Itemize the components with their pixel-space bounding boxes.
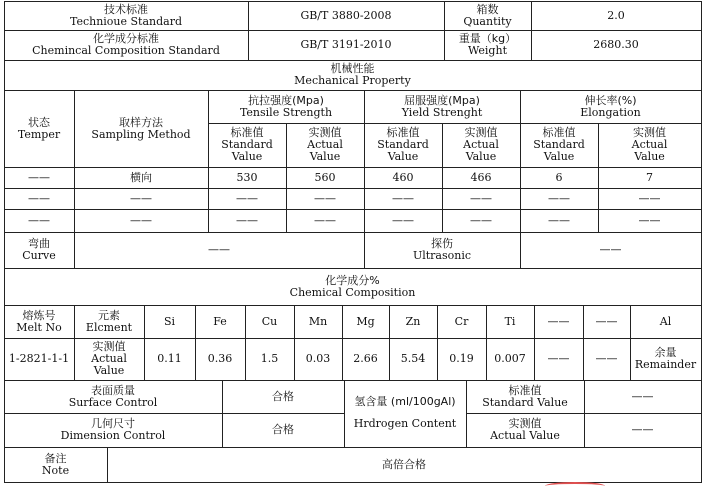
sampling-header (74, 90, 208, 167)
yield-header-en: Yield Strenght (401, 105, 483, 119)
yield-actual-header-en1: Actual (463, 138, 499, 151)
value-al (630, 338, 701, 380)
element-mn: Mn (308, 314, 328, 328)
mech-row-1-elong-act: 7 (646, 170, 653, 184)
element-fe: Fe (213, 314, 227, 328)
value-si: 0.11 (157, 352, 182, 365)
mech-row-3-sampling: —— (130, 213, 152, 227)
value-mn: 0.03 (305, 352, 331, 365)
tensile-standard-header-cn: 标准值 (230, 126, 264, 139)
note-label-cn: 备注 (44, 451, 67, 465)
actual-value-header-en1: Actual (91, 352, 127, 365)
tech-standard-label-cn: 技术标准 (104, 2, 148, 16)
yield-actual-header (442, 123, 520, 167)
melt-no-value: 1-2821-1-1 (8, 352, 70, 365)
elongation-header-en: Elongation (580, 105, 641, 119)
ultrasonic-label-cn: 探伤 (431, 237, 453, 250)
elongation-standard-header-cn: 标准值 (542, 126, 576, 139)
mech-row-3-elong-std: —— (548, 213, 570, 227)
hydrogen-standard-label (466, 380, 584, 413)
weight-label (444, 30, 531, 60)
sampling-header-en: Sampling Method (91, 127, 191, 141)
yield-actual-header-cn: 实测值 (464, 126, 498, 139)
remainder-en: Remainder (634, 358, 697, 371)
quantity-label-cn: 箱数 (476, 2, 499, 16)
mech-row-1-yield-std: 460 (392, 170, 414, 184)
value-blank-2: —— (595, 352, 618, 365)
weight-label-en: Weight (468, 44, 507, 57)
melt-no-header-en: Melt No (16, 320, 62, 334)
dimension-label-cn: 几何尺寸 (91, 417, 135, 430)
mech-row-2-yield-act: —— (470, 191, 492, 205)
weight-label-cn: 重量（kg） (458, 32, 517, 45)
tensile-actual-header-en1: Actual (307, 138, 343, 151)
mech-row-2-elong-act: —— (638, 191, 661, 205)
tensile-standard-header-en1: Standard (221, 138, 273, 151)
melt-no-header (4, 305, 74, 338)
red-stamp-edge (545, 482, 605, 490)
chem-standard-label (4, 30, 248, 60)
curve-label-en: Curve (22, 249, 56, 262)
temper-header-cn: 状态 (28, 115, 50, 129)
chemical-title-cn: 化学成分% (325, 273, 380, 287)
tensile-header-en: Tensile Strength (239, 105, 333, 119)
mech-row-3-elong-act: —— (638, 213, 661, 227)
mech-row-2-tensile-act: —— (314, 191, 336, 205)
mech-row-3-temper: —— (28, 213, 50, 227)
tensile-actual-header (286, 123, 364, 167)
ultrasonic-value: —— (599, 243, 622, 256)
hydrogen-label-cn-text: 氢含量 (ml/100gAl) (354, 395, 456, 408)
value-fe: 0.36 (207, 352, 233, 365)
temper-header-en: Temper (17, 127, 61, 141)
curve-label (4, 232, 74, 268)
element-cr: Cr (454, 314, 469, 328)
yield-standard-header-en1: Standard (377, 138, 429, 151)
actual-value-header-cn: 实测值 (92, 340, 126, 353)
mech-row-1-temper: —— (28, 170, 50, 184)
mech-row-2-elong-std: —— (548, 191, 570, 205)
element-mg: Mg (356, 314, 375, 328)
temper-header (4, 90, 74, 167)
dimension-label (4, 413, 222, 447)
element-blank-2: —— (595, 314, 618, 328)
curve-label-cn: 弯曲 (28, 237, 50, 250)
element-header-cn: 元素 (98, 308, 120, 322)
yield-standard-header-en2: Value (387, 150, 419, 163)
mech-row-3-tensile-act: —— (314, 213, 336, 227)
hydrogen-label-en: Hrdrogen Content (353, 417, 457, 430)
hydrogen-actual-label (466, 413, 584, 447)
mechanical-title-cn: 机械性能 (330, 62, 375, 75)
tensile-standard-header (208, 123, 286, 167)
element-cu: Cu (261, 314, 278, 328)
elongation-standard-header-en1: Standard (533, 138, 585, 151)
tensile-header (208, 90, 364, 123)
chem-standard-label-en: Chemincal Composition Standard (32, 44, 220, 57)
tensile-actual-header-cn: 实测值 (308, 126, 342, 139)
actual-value-header (74, 338, 144, 380)
hydrogen-actual-value: —— (631, 423, 654, 436)
chem-standard-label-cn: 化学成分标准 (93, 32, 159, 45)
value-blank-1: —— (547, 352, 570, 365)
value-ti: 0.007 (494, 352, 526, 365)
element-si: Si (163, 314, 176, 328)
note-label-en: Note (41, 463, 70, 477)
quantity-label-en: Quantity (463, 14, 512, 28)
mechanical-title-en: Mechanical Property (294, 74, 411, 87)
tech-standard-label (4, 1, 248, 30)
tensile-standard-header-en2: Value (231, 150, 263, 163)
element-header (74, 305, 144, 338)
chemical-title (4, 268, 701, 305)
yield-header (364, 90, 520, 123)
yield-actual-header-en2: Value (465, 150, 497, 163)
elongation-header (520, 90, 701, 123)
surface-value: 合格 (272, 389, 294, 403)
elongation-standard-header-en2: Value (543, 150, 575, 163)
ultrasonic-label-en: Ultrasonic (412, 249, 472, 262)
value-cr: 0.19 (449, 352, 474, 365)
value-zn: 5.54 (400, 352, 426, 365)
value-cu: 1.5 (260, 352, 279, 365)
tensile-header-cn: 抗拉强度(Mpa) (248, 93, 324, 107)
elongation-actual-header-en1: Actual (631, 138, 668, 151)
mech-row-3-yield-std: —— (392, 213, 414, 227)
mech-row-1-tensile-std: 530 (236, 170, 258, 184)
hydrogen-standard-value: —— (631, 389, 654, 403)
tech-standard-value: GB/T 3880-2008 (300, 8, 392, 22)
mech-row-1-sampling: 横向 (130, 170, 152, 184)
yield-header-cn: 屈服强度(Mpa) (404, 93, 480, 107)
tensile-actual-header-en2: Value (309, 150, 341, 163)
mechanical-title (4, 60, 701, 90)
chem-standard-value: GB/T 3191-2010 (300, 38, 392, 51)
hydrogen-actual-label-cn: 实测值 (508, 417, 542, 430)
element-zn: Zn (405, 314, 421, 328)
mech-row-2-tensile-std: —— (236, 191, 258, 205)
mech-row-1-tensile-act: 560 (314, 170, 336, 184)
weight-value: 2680.30 (593, 38, 639, 51)
note-value: 高倍合格 (382, 457, 426, 471)
surface-label (4, 380, 222, 413)
hydrogen-standard-label-cn: 标准值 (508, 383, 542, 397)
mech-row-2-yield-std: —— (392, 191, 414, 205)
mech-row-2-sampling: —— (130, 191, 152, 205)
remainder-cn: 余量 (654, 346, 677, 359)
surface-label-cn: 表面质量 (91, 383, 135, 397)
ultrasonic-label (364, 232, 520, 268)
mech-row-2-temper: —— (28, 191, 50, 205)
tech-standard-label-en: Technioue Standard (69, 14, 183, 28)
quantity-label (444, 1, 531, 30)
elongation-actual-header-cn: 实测值 (633, 126, 666, 139)
elongation-standard-header (520, 123, 598, 167)
melt-no-header-cn: 熔炼号 (22, 308, 56, 322)
actual-value-header-en2: Value (93, 364, 125, 377)
note-label (4, 447, 107, 482)
curve-value: —— (208, 243, 230, 256)
elongation-actual-header-en2: Value (634, 150, 665, 163)
element-ti: Ti (504, 314, 516, 328)
hydrogen-actual-label-en: Actual Value (490, 429, 560, 442)
element-header-en: Elcment (85, 320, 133, 334)
dimension-label-en: Dimension Control (60, 429, 166, 442)
value-mg: 2.66 (353, 352, 378, 365)
elongation-header-cn: 伸长率(%) (584, 93, 637, 107)
surface-label-en: Surface Control (68, 395, 158, 409)
sampling-header-cn: 取样方法 (119, 115, 163, 129)
mech-row-1-elong-std: 6 (555, 170, 563, 184)
quantity-value: 2.0 (607, 8, 625, 22)
element-al: Al (659, 314, 672, 328)
element-blank-1: —— (547, 314, 570, 328)
mech-row-3-yield-act: —— (470, 213, 492, 227)
elongation-actual-header (598, 123, 701, 167)
mech-row-1-yield-act: 466 (470, 170, 492, 184)
yield-standard-header (364, 123, 442, 167)
dimension-value: 合格 (272, 423, 294, 436)
hydrogen-standard-label-en: Standard Value (482, 395, 568, 409)
chemical-title-en: Chemical Composition (289, 285, 416, 299)
mech-row-3-tensile-std: —— (236, 213, 258, 227)
yield-standard-header-cn: 标准值 (386, 126, 420, 139)
